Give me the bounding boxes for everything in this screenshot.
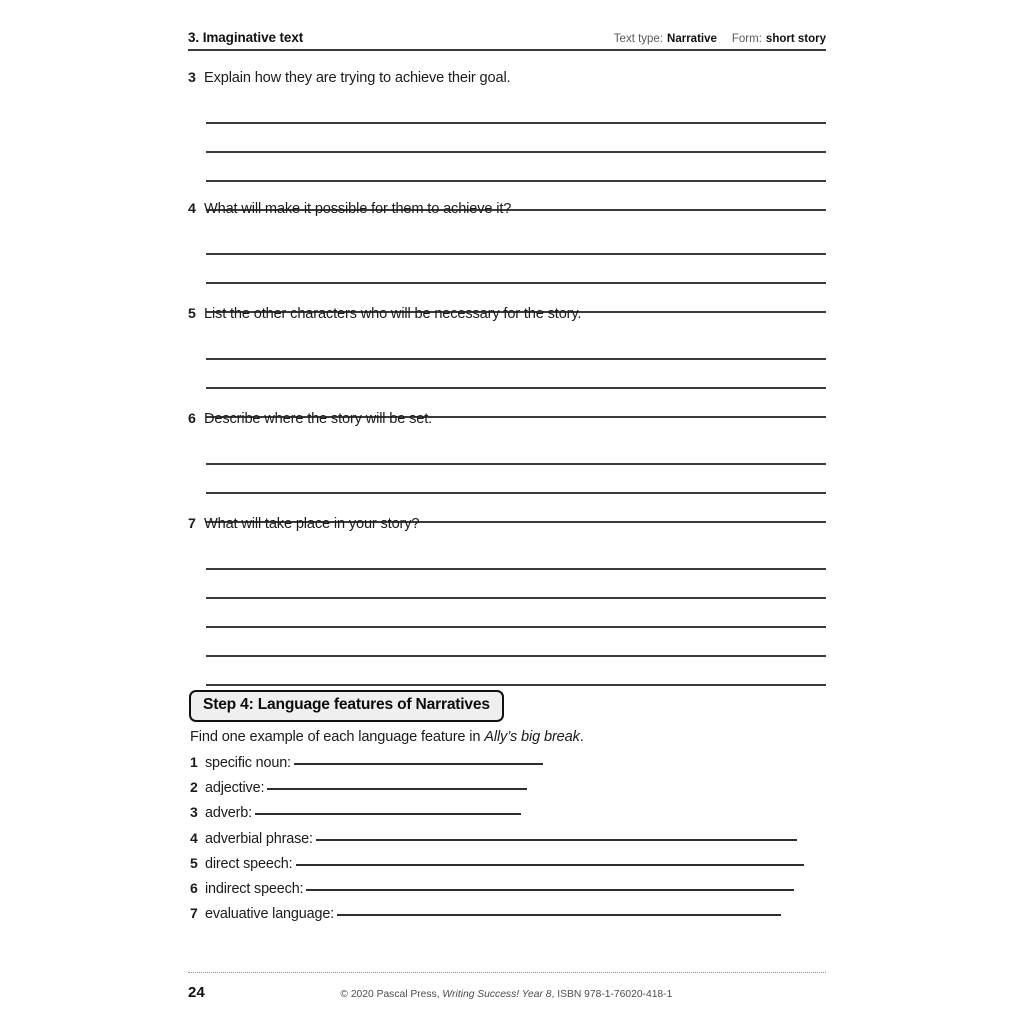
feature-number: 2 (190, 779, 198, 796)
language-feature-row (190, 754, 826, 779)
feature-answer-line[interactable] (316, 839, 797, 841)
question-prompt: List the other characters who will be necessary for the story. (204, 306, 582, 322)
answer-lines[interactable] (206, 226, 826, 313)
answer-line[interactable] (206, 541, 826, 570)
page-title: 3. Imaginative text (188, 30, 304, 45)
feature-answer-line[interactable] (337, 914, 781, 916)
feature-answer-line[interactable] (294, 763, 543, 765)
copyright-suffix: , ISBN 978-1-76020-418-1 (551, 989, 673, 1000)
language-feature-row (190, 905, 826, 930)
language-feature-row (190, 855, 826, 880)
instruction-suffix: . (579, 729, 584, 745)
language-feature-row (190, 804, 826, 829)
question-prompt: Explain how they are trying to achieve their goal. (204, 70, 511, 86)
answer-line[interactable] (206, 436, 826, 465)
instruction-prefix: Find one example of each language feature in (190, 729, 485, 745)
feature-number: 3 (190, 804, 198, 821)
instruction-title: Ally’s big break (484, 729, 580, 745)
language-features-list (190, 754, 826, 930)
feature-label: adverbial phrase: (205, 830, 313, 847)
copyright-notice (205, 989, 826, 1000)
question-prompt: What will take place in your story? (204, 516, 420, 532)
question-number: 4 (188, 201, 196, 217)
feature-number: 1 (190, 754, 198, 770)
feature-label: evaluative language: (205, 906, 335, 923)
question-number: 3 (188, 70, 196, 86)
feature-number: 7 (190, 905, 198, 922)
feature-answer-line[interactable] (306, 889, 794, 891)
answer-lines[interactable] (206, 95, 826, 211)
feature-label: specific noun: (205, 755, 291, 771)
copyright-prefix: © 2020 Pascal Press, (340, 989, 443, 1000)
text-type-value: Narrative (667, 33, 717, 45)
feature-label: adverb: (205, 805, 252, 822)
question-text (188, 70, 826, 86)
page-footer (188, 984, 826, 1001)
header-meta (614, 33, 826, 45)
feature-answer-line[interactable] (267, 788, 527, 790)
answer-line[interactable] (206, 95, 826, 124)
answer-line[interactable] (206, 599, 826, 628)
answer-line[interactable] (206, 255, 826, 284)
page-header (188, 30, 826, 51)
step-4-instruction (190, 729, 584, 745)
answer-line[interactable] (206, 226, 826, 255)
question-prompt: Describe where the story will be set. (204, 411, 433, 427)
feature-number: 5 (190, 854, 198, 871)
answer-line[interactable] (206, 153, 826, 182)
feature-number: 4 (190, 829, 198, 846)
question-block (188, 516, 826, 686)
question-block (188, 306, 826, 418)
page-content (188, 0, 826, 1024)
feature-number: 6 (190, 879, 198, 896)
question-text (188, 306, 826, 322)
question-number: 6 (188, 411, 196, 427)
language-feature-row (190, 880, 826, 905)
answer-line[interactable] (206, 570, 826, 599)
page-number: 24 (188, 984, 205, 1001)
language-feature-row (190, 830, 826, 855)
question-block (188, 201, 826, 313)
feature-answer-line[interactable] (296, 864, 804, 866)
question-text (188, 516, 826, 532)
answer-line[interactable] (206, 657, 826, 686)
answer-lines[interactable] (206, 436, 826, 523)
question-number: 7 (188, 516, 196, 532)
step-4-banner: Step 4: Language features of Narratives (189, 690, 504, 722)
answer-lines[interactable] (206, 331, 826, 418)
question-text (188, 201, 826, 217)
form-value: short story (765, 33, 826, 45)
question-block (188, 411, 826, 523)
feature-label: adjective: (205, 780, 265, 797)
question-block (188, 70, 826, 211)
answer-line[interactable] (206, 331, 826, 360)
feature-label: indirect speech: (205, 880, 304, 897)
answer-lines[interactable] (206, 541, 826, 686)
feature-label: direct speech: (205, 855, 293, 872)
answer-line[interactable] (206, 465, 826, 494)
form-label: Form: (731, 33, 762, 45)
answer-line[interactable] (206, 628, 826, 657)
question-number: 5 (188, 306, 196, 322)
question-text (188, 411, 826, 427)
question-prompt: What will make it possible for them to achieve it? (204, 201, 512, 217)
feature-answer-line[interactable] (255, 813, 521, 815)
answer-line[interactable] (206, 124, 826, 153)
answer-line[interactable] (206, 360, 826, 389)
footer-divider (188, 972, 826, 973)
copyright-title: Writing Success! Year 8 (442, 989, 552, 1000)
text-type-label: Text type: (613, 33, 664, 45)
language-feature-row (190, 779, 826, 804)
